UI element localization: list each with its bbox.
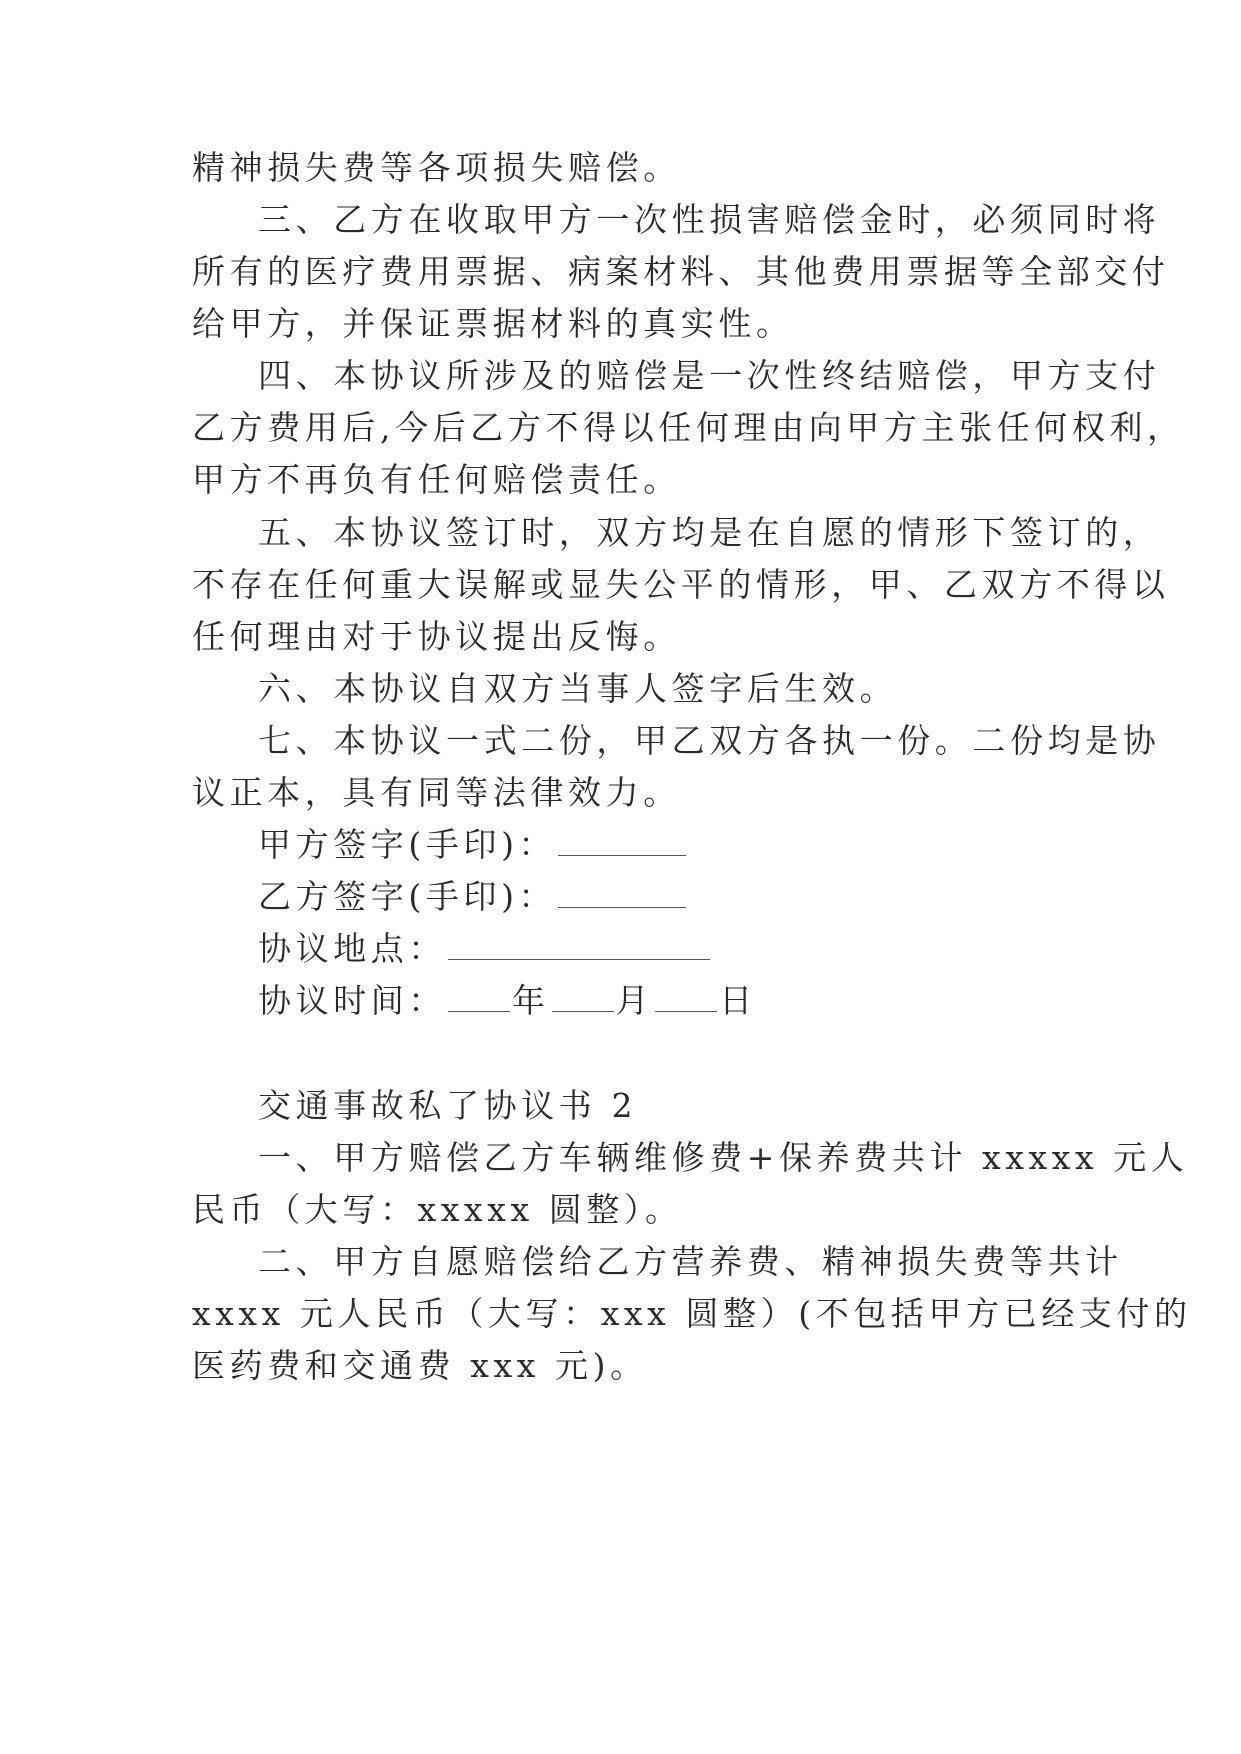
party-b-signature-row bbox=[258, 877, 688, 917]
section-2-clause-2-line: 医药费和交通费 xxx 元)。 bbox=[192, 1346, 648, 1385]
clause-5-line: 任何理由对于协议提出反悔。 bbox=[192, 617, 681, 656]
clause-3-line: 所有的医疗费用票据、病案材料、其他费用票据等全部交付 bbox=[192, 252, 1170, 291]
year-blank bbox=[448, 983, 510, 1012]
clause-3-line: 给甲方，并保证票据材料的真实性。 bbox=[192, 304, 794, 343]
clause-3-line: 三、乙方在收取甲方一次性损害赔偿金时，必须同时将 bbox=[258, 200, 1161, 239]
agreement-place-row bbox=[258, 929, 712, 969]
day-label: 日 bbox=[719, 981, 757, 1020]
section-2-clause-2-line: xxxx 元人民币（大写：xxx 圆整）(不包括甲方已经支付的 bbox=[192, 1294, 1192, 1333]
section-2-clause-1-line: 民币（大写：xxxxx 圆整）。 bbox=[192, 1190, 683, 1229]
clause-5-line: 五、本协议签订时，双方均是在自愿的情形下签订的， bbox=[258, 513, 1161, 552]
party-a-signature-blank bbox=[558, 827, 686, 856]
paragraph-line: 精神损失费等各项损失赔偿。 bbox=[192, 148, 681, 187]
section-2-clause-1-line: 一、甲方赔偿乙方车辆维修费+保养费共计 xxxxx 元人 bbox=[258, 1138, 1189, 1177]
month-blank bbox=[552, 983, 614, 1012]
clause-4-line: 四、本协议所涉及的赔偿是一次性终结赔偿，甲方支付 bbox=[258, 356, 1161, 395]
clause-5-line: 不存在任何重大误解或显失公平的情形，甲、乙双方不得以 bbox=[192, 565, 1170, 604]
clause-4-line: 乙方费用后,今后乙方不得以任何理由向甲方主张任何权利， bbox=[192, 408, 1185, 447]
party-b-signature-label: 乙方签字(手印)： bbox=[258, 877, 557, 916]
section-2-clause-2-line: 二、甲方自愿赔偿给乙方营养费、精神损失费等共计 bbox=[258, 1242, 1123, 1281]
year-label: 年 bbox=[512, 981, 550, 1020]
agreement-time-label: 协议时间： bbox=[258, 981, 446, 1020]
clause-6-line: 六、本协议自双方当事人签字后生效。 bbox=[258, 669, 898, 708]
day-blank bbox=[655, 983, 717, 1012]
month-label: 月 bbox=[615, 981, 654, 1020]
clause-7-line: 七、本协议一式二份，甲乙双方各执一份。二份均是协 bbox=[258, 721, 1161, 760]
clause-4-line: 甲方不再负有任何赔偿责任。 bbox=[192, 460, 681, 499]
section-2-title: 交通事故私了协议书 2 bbox=[258, 1086, 638, 1125]
party-a-signature-label: 甲方签字(手印)： bbox=[258, 825, 557, 864]
party-b-signature-blank bbox=[558, 879, 686, 908]
agreement-time-row bbox=[258, 981, 757, 1021]
party-a-signature-row bbox=[258, 825, 688, 865]
clause-7-line: 议正本，具有同等法律效力。 bbox=[192, 773, 681, 812]
agreement-place-blank bbox=[448, 931, 710, 960]
agreement-place-label: 协议地点： bbox=[258, 929, 446, 968]
